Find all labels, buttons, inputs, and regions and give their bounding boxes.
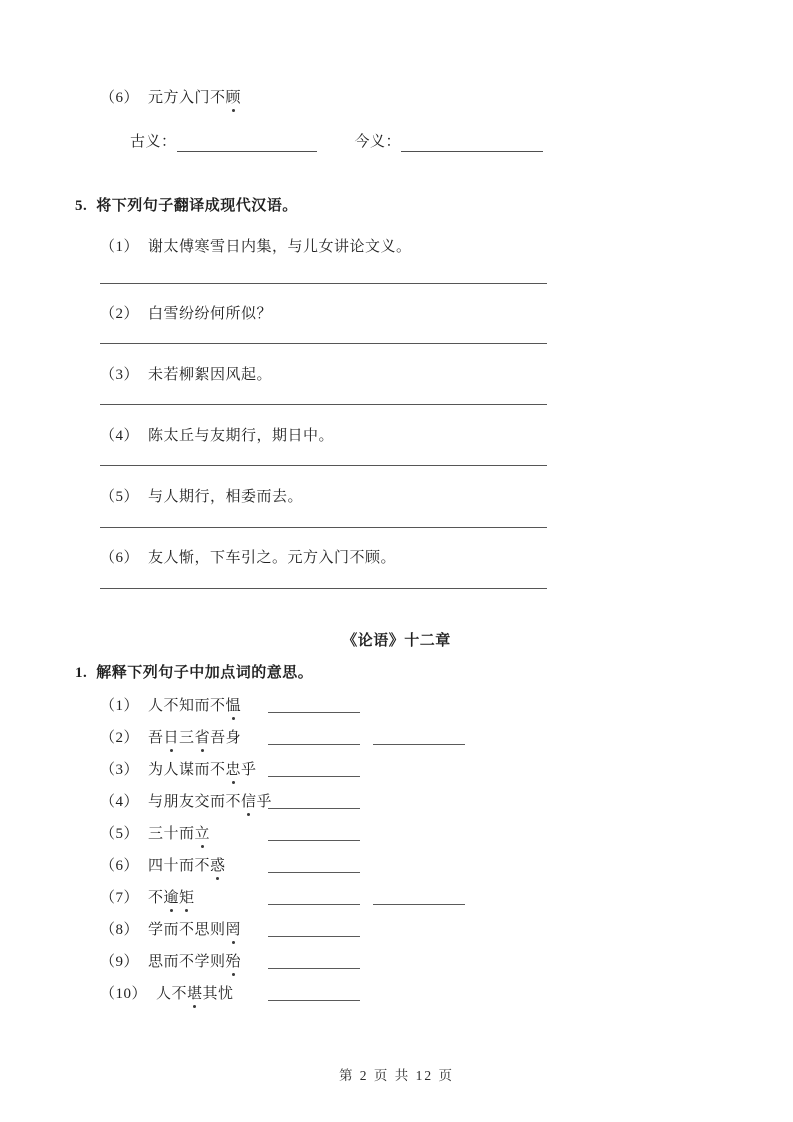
- answer-line: [100, 527, 547, 528]
- item-number: （6）: [100, 550, 140, 566]
- item-number: （9）: [100, 954, 140, 970]
- question-text: 元方入门不: [148, 90, 226, 106]
- item-number: （3）: [100, 762, 140, 778]
- explain-item: [100, 888, 465, 908]
- explain-question: [100, 920, 268, 940]
- explain-question: [100, 696, 268, 716]
- explain-question: [100, 952, 268, 972]
- answer-blank: [268, 903, 360, 905]
- explain-question: [100, 824, 268, 844]
- question-text: 人不: [156, 986, 188, 1002]
- guyi-label: 古义：: [130, 134, 177, 150]
- explain-question: [100, 792, 273, 812]
- item-number: （6）: [100, 90, 140, 106]
- item-number: （6）: [100, 858, 140, 874]
- answer-blank: [268, 743, 360, 745]
- explain-item: [100, 856, 360, 876]
- item-number: （4）: [100, 428, 140, 444]
- answer-line: [100, 343, 547, 344]
- item-number: （7）: [100, 890, 140, 906]
- section5-title: [75, 196, 298, 216]
- answer-blank: [373, 903, 465, 905]
- item-number: （5）: [100, 489, 140, 505]
- item-number: （1）: [100, 239, 140, 255]
- question-text: 三十而: [148, 826, 195, 842]
- answer-blank: [373, 743, 465, 745]
- explain-item: [100, 696, 360, 716]
- question-text: 四十而不: [148, 858, 211, 874]
- emphasized-char: 日: [163, 730, 180, 746]
- section1-title: [75, 663, 313, 683]
- item-number: （2）: [100, 306, 140, 322]
- section-number: 5.: [75, 198, 88, 214]
- emphasized-char: 忠: [225, 762, 242, 778]
- emphasized-char: 信: [241, 794, 257, 810]
- section-title-text: 解释下列句子中加点词的意思。: [96, 665, 314, 681]
- question-text: 白雪纷纷何所似？: [148, 306, 273, 322]
- translate-question: [100, 365, 272, 385]
- translate-question: [100, 237, 412, 257]
- emphasized-char: 惑: [210, 858, 226, 874]
- emphasized-char: 殆: [225, 954, 242, 970]
- item-number: （1）: [100, 698, 140, 714]
- explain-question: [100, 760, 268, 780]
- translate-question: [100, 487, 303, 507]
- explain-question: [100, 888, 268, 908]
- explain-question: [100, 856, 268, 876]
- emphasized-char: 矩: [179, 890, 195, 906]
- explain-item: [100, 920, 360, 940]
- emphasized-char: 顾: [225, 90, 242, 106]
- question-text: 思而不学则: [148, 954, 226, 970]
- question-text: 吾: [148, 730, 164, 746]
- question-text: 与人期行，相委而去。: [148, 489, 304, 505]
- question-text: 不: [148, 890, 164, 906]
- explain-item: [100, 984, 360, 1004]
- explain-question: [100, 984, 268, 1004]
- question-text: 与朋友交而不: [148, 794, 242, 810]
- question-text: 学而不思则: [148, 922, 226, 938]
- page-footer: 第 2 页 共 12 页: [338, 1068, 455, 1083]
- emphasized-char: 立: [194, 826, 211, 842]
- translate-question: [100, 304, 272, 324]
- emphasized-char: 逾: [163, 890, 180, 906]
- section-number: 1.: [75, 665, 88, 681]
- answer-line: [100, 283, 547, 284]
- answer-blank: [268, 775, 360, 777]
- item-number: （2）: [100, 730, 140, 746]
- explain-item: [100, 824, 360, 844]
- question-text: 三: [179, 730, 195, 746]
- answer-blank: [268, 935, 360, 937]
- answer-line: [100, 588, 547, 589]
- question-text: 乎: [256, 794, 273, 810]
- jinyi-label: 今义：: [354, 134, 402, 150]
- explain-item: [100, 760, 360, 780]
- answer-blank: [401, 132, 543, 152]
- translate-question: [100, 548, 396, 568]
- emphasized-char: 愠: [225, 698, 242, 714]
- emphasized-char: 罔: [225, 922, 242, 938]
- item-number: （4）: [100, 794, 140, 810]
- explain-item: [100, 728, 465, 748]
- question-text: 未若柳絮因风起。: [148, 367, 273, 383]
- question-text: 吾身: [210, 730, 242, 746]
- translate-question: [100, 426, 334, 446]
- emphasized-char: 堪: [187, 986, 203, 1002]
- question-text: 谢太傅寒雪日内集，与儿女讲论文义。: [148, 239, 412, 255]
- answer-blank: [268, 967, 360, 969]
- lunyu-heading: 《论语》十二章: [342, 633, 451, 649]
- explain-item: [100, 952, 360, 972]
- answer-blank: [268, 839, 360, 841]
- question-text: 其忧: [202, 986, 234, 1002]
- explain-question: [100, 728, 268, 748]
- ancient-modern-answer-row: [130, 132, 543, 152]
- answer-blank: [268, 807, 360, 809]
- item-number: （8）: [100, 922, 140, 938]
- explain-item: [100, 792, 360, 812]
- emphasized-char: 省: [194, 730, 211, 746]
- question-text: 陈太丘与友期行，期日中。: [148, 428, 335, 444]
- item-number: （3）: [100, 367, 140, 383]
- item-number: （5）: [100, 826, 140, 842]
- question-text: 乎: [241, 762, 257, 778]
- ancient-modern-question: [100, 88, 241, 108]
- question-text: 友人惭，下车引之。元方入门不顾。: [148, 550, 397, 566]
- answer-blank: [268, 871, 360, 873]
- section-title-text: 将下列句子翻译成现代汉语。: [96, 198, 298, 214]
- question-text: 人不知而不: [148, 698, 226, 714]
- item-number: （10）: [100, 986, 148, 1002]
- answer-line: [100, 404, 547, 405]
- answer-blank: [268, 711, 360, 713]
- answer-blank: [177, 132, 317, 152]
- answer-line: [100, 465, 547, 466]
- answer-blank: [268, 999, 360, 1001]
- question-text: 为人谋而不: [148, 762, 226, 778]
